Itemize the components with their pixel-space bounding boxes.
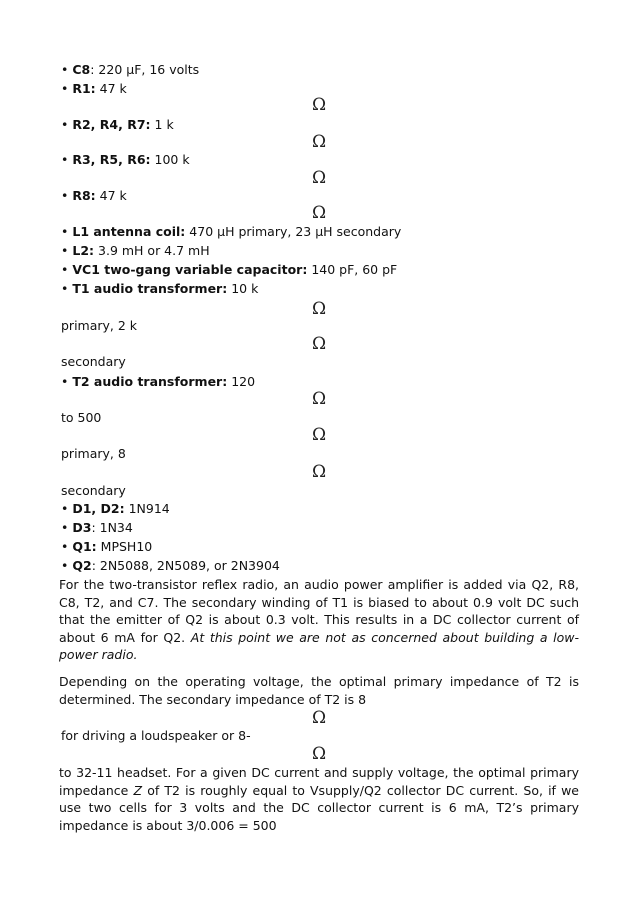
ohm-symbol: Ω [312, 744, 327, 764]
paragraph-text: to 32-11 headset. For a given DC current and supply voltage, the optimal primary impedance [59, 765, 579, 798]
part-t1: • T1 audio transformer: 10 k [61, 281, 259, 296]
part-l2: • L2: 3.9 mH or 4.7 mH [61, 243, 210, 258]
paragraph-text: For the two-transistor reflex radio, an audio power amplifier is added via Q2, R8, C8, T2, and C7. The secondary winding of T1 is biased to about 0.9 volt DC such that the emitter of Q2 is about 0.3 volt. This results in a DC collector current of about 6 mA for Q2. [59, 577, 579, 645]
part-label: Q1: [72, 539, 97, 554]
variable-z: Z [133, 782, 143, 798]
part-label: R3, R5, R6: [72, 152, 151, 167]
part-d3: • D3: 1N34 [61, 520, 133, 535]
t1-secondary-text: secondary [61, 354, 126, 369]
paragraph-text: of T2 is roughly equal to Vsupply/Q2 collector DC current. So, if we use two cells for 3 volts and the DC collector current is 6 mA, T2’s primary impedance is about 3/0.006 = 500 [59, 782, 579, 833]
part-label: L2: [72, 243, 95, 258]
part-l1: • L1 antenna coil: 470 μH primary, 23 μH secondary [61, 224, 402, 239]
part-value: 1 k [154, 117, 174, 132]
part-label: R8: [72, 188, 96, 203]
part-label: R2, R4, R7: [72, 117, 151, 132]
part-label: L1 antenna coil: [72, 224, 186, 239]
part-label: VC1 two-gang variable capacitor: [72, 262, 308, 277]
part-r3-r5-r6: • R3, R5, R6: 100 k [61, 152, 190, 167]
part-value: 470 μH primary, 23 μH secondary [189, 224, 402, 239]
ohm-symbol: Ω [312, 462, 327, 482]
part-t2: • T2 audio transformer: 120 [61, 374, 256, 389]
part-r1: • R1: 47 k [61, 81, 127, 96]
part-d1-d2: • D1, D2: 1N914 [61, 501, 170, 516]
ohm-symbol: Ω [312, 334, 327, 354]
part-value: 2N5088, 2N5089, or 2N3904 [99, 558, 280, 573]
part-label: R1: [72, 81, 96, 96]
paragraph-text: Depending on the operating voltage, the optimal primary impedance of T2 is determined. The secondary impedance of T2 is 8 [59, 674, 579, 707]
ohm-symbol: Ω [312, 132, 327, 152]
t1-primary-text: primary, 2 k [61, 318, 138, 333]
part-c8: • C8: 220 μF, 16 volts [61, 62, 200, 77]
ohm-symbol: Ω [312, 425, 327, 445]
part-label: D3 [72, 520, 92, 535]
part-value: 3.9 mH or 4.7 mH [98, 243, 210, 258]
paragraph-italic: At this point we are not as concerned about building a low-power radio. [59, 629, 580, 663]
part-label: Q2 [72, 558, 92, 573]
t2-to-text: to 500 [61, 410, 102, 425]
part-q1: • Q1: MPSH10 [61, 539, 153, 554]
part-value: 120 [231, 374, 256, 389]
part-vc1: • VC1 two-gang variable capacitor: 140 pF, 60 pF [61, 262, 398, 277]
part-label: T2 audio transformer: [72, 374, 228, 389]
ohm-symbol: Ω [312, 95, 327, 115]
ohm-symbol: Ω [312, 299, 327, 319]
t2-primary-text: primary, 8 [61, 446, 126, 461]
part-value: 220 μF, 16 volts [98, 62, 200, 77]
t2-secondary-text: secondary [61, 483, 126, 498]
part-label: C8 [72, 62, 91, 77]
part-value: 1N914 [128, 501, 170, 516]
part-r8: • R8: 47 k [61, 188, 127, 203]
part-value: 1N34 [99, 520, 133, 535]
ohm-symbol: Ω [312, 168, 327, 188]
paragraph-impedance [59, 764, 579, 834]
part-value: MPSH10 [100, 539, 153, 554]
part-value: 140 pF, 60 pF [311, 262, 398, 277]
paragraph-operating-voltage [59, 673, 579, 708]
ohm-symbol: Ω [312, 708, 327, 728]
part-value: 10 k [231, 281, 259, 296]
ohm-symbol: Ω [312, 203, 327, 223]
part-label: T1 audio transformer: [72, 281, 228, 296]
paragraph-reflex-radio [59, 576, 579, 664]
loudspeaker-text: for driving a loudspeaker or 8- [61, 728, 251, 743]
part-value: 100 k [154, 152, 190, 167]
ohm-symbol: Ω [312, 389, 327, 409]
part-q2: • Q2: 2N5088, 2N5089, or 2N3904 [61, 558, 280, 573]
part-value: 47 k [99, 81, 127, 96]
part-label: D1, D2: [72, 501, 125, 516]
part-value: 47 k [99, 188, 127, 203]
part-r2-r4-r7: • R2, R4, R7: 1 k [61, 117, 174, 132]
